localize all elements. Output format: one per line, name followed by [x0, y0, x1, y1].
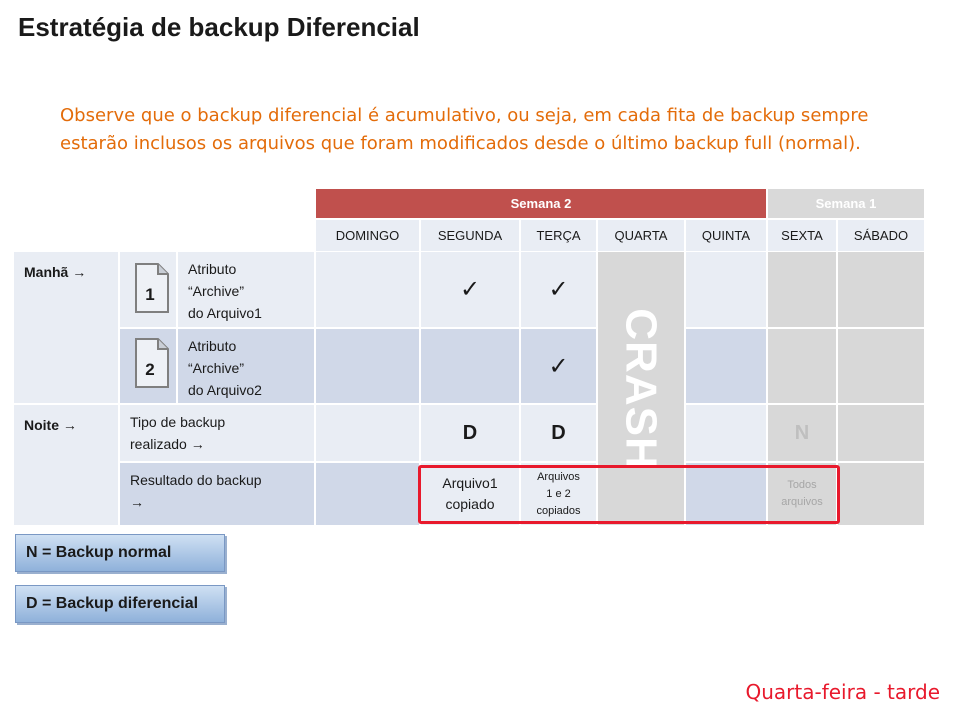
day-sabado: SÁBADO: [838, 220, 924, 251]
r3-sabado: [838, 405, 924, 461]
day-segunda: SEGUNDA: [421, 220, 519, 251]
r1-segunda: [421, 252, 519, 327]
r3-segunda: [421, 405, 519, 461]
slide-title: Estratégia de backup Diferencial: [18, 12, 420, 42]
tipo-label: [120, 405, 314, 461]
result-highlight-box: [418, 465, 840, 524]
r2-quinta: [686, 329, 766, 403]
intro-line-1: Observe que o backup diferencial é acumulativo, ou seja, em cada fita de backup sempre: [60, 105, 869, 126]
sexta-tipo: N: [794, 421, 810, 444]
terca-tipo: D: [551, 421, 566, 444]
attr1-line1: Atributo: [188, 261, 237, 277]
r2-domingo: [316, 329, 419, 403]
r2-sexta: [768, 329, 836, 403]
r3-quinta: [686, 405, 766, 461]
check-icon: ✓: [548, 276, 569, 303]
attr2-line1: Atributo: [188, 338, 237, 354]
attr1-line3: do Arquivo1: [188, 305, 262, 321]
segunda-tipo: D: [462, 421, 478, 444]
attr1-label: [178, 252, 314, 327]
segunda-result: Arquivo1 copiado: [421, 463, 519, 525]
week2-header: Semana 2: [316, 189, 766, 218]
footer-caption: Quarta-feira - tarde: [745, 680, 940, 704]
file1-number: 1: [145, 285, 155, 304]
document-icon: [134, 337, 170, 389]
r1-quinta: [686, 252, 766, 327]
legend-diferencial: D = Backup diferencial: [15, 585, 225, 623]
document-icon: [134, 262, 170, 314]
file1-icon-cell: [120, 252, 176, 327]
check-icon: ✓: [548, 352, 569, 380]
r4-sabado: [838, 463, 924, 525]
r2-sabado: [838, 329, 924, 403]
day-quinta: QUINTA: [686, 220, 766, 251]
file2-number: 2: [145, 360, 155, 379]
r1-terca: [521, 252, 596, 327]
r2-segunda: [421, 329, 519, 403]
attr1-line2: “Archive”: [188, 283, 245, 299]
file2-icon-cell: [120, 329, 176, 403]
attr2-label: [178, 329, 314, 403]
r1-domingo: [316, 252, 419, 327]
r1-sabado: [838, 252, 924, 327]
r3-terca: [521, 405, 596, 461]
check-icon: ✓: [459, 276, 481, 303]
r1-sexta: [768, 252, 836, 327]
day-terca: TERÇA: [521, 220, 596, 251]
day-sexta: SEXTA: [768, 220, 836, 251]
noite-label: Noite →: [14, 405, 118, 525]
attr2-line3: do Arquivo2: [188, 382, 262, 398]
manha-label: Manhã →: [14, 252, 118, 403]
r3-sexta: [768, 405, 836, 461]
terca-result: Arquivos 1 e 2 copiados: [521, 463, 596, 525]
crash-label: CRASH: [617, 307, 667, 470]
tipo-line2: realizado →: [130, 436, 205, 452]
r2-terca: [521, 329, 596, 403]
tipo-line1: Tipo de backup: [130, 414, 226, 430]
sexta-result: Todos arquivos: [768, 463, 836, 525]
legend-normal: N = Backup normal: [15, 534, 225, 572]
resultado-line1: Resultado do backup: [130, 472, 262, 488]
resultado-line2: →: [130, 494, 144, 510]
r3-domingo: [316, 405, 419, 461]
attr2-line2: “Archive”: [188, 360, 245, 376]
r4-domingo: [316, 463, 419, 525]
day-domingo: DOMINGO: [316, 220, 419, 251]
resultado-label: [120, 463, 314, 525]
week1-header: Semana 1: [768, 189, 924, 218]
day-quarta: QUARTA: [598, 220, 684, 251]
intro-line-2: estarão inclusos os arquivos que foram modificados desde o último backup full (normal).: [60, 133, 861, 154]
intro-text: [60, 102, 940, 158]
